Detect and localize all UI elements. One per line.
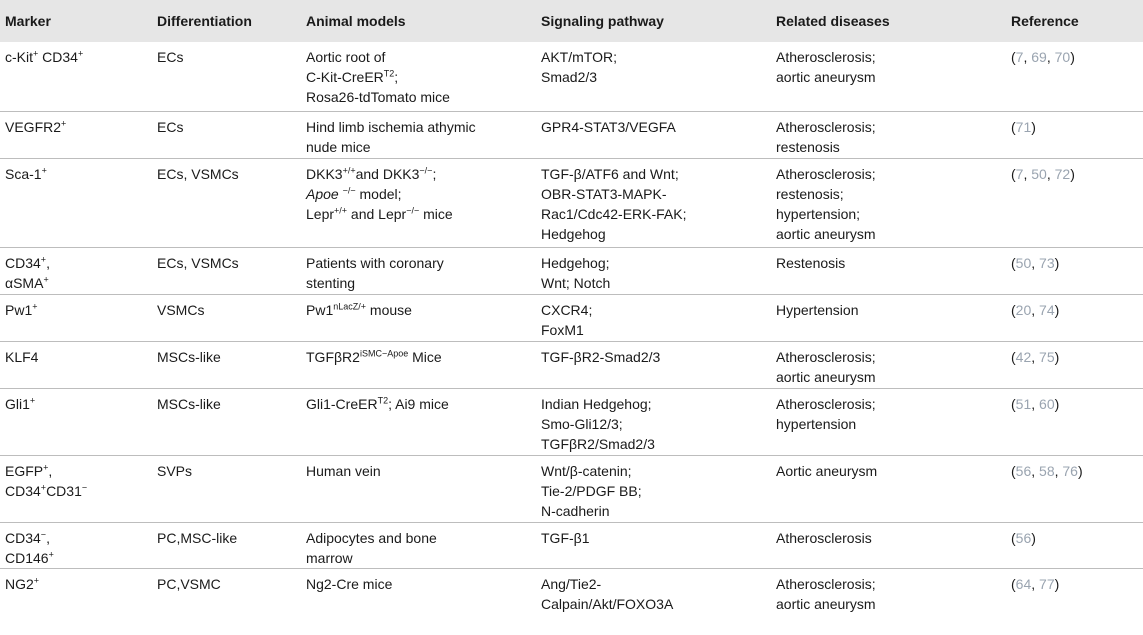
- cell-related-diseases-line: hypertension: [776, 415, 857, 432]
- reference-list: (42, 75): [1011, 348, 1060, 365]
- cell-differentiation-line: SVPs: [157, 462, 193, 479]
- cell-animal-models-line: marrow: [306, 549, 353, 566]
- cell-differentiation-line: PC,MSC-like: [157, 529, 238, 546]
- cell-related-diseases-line: Atherosclerosis;: [776, 348, 876, 365]
- cell-animal-models-line: Apoe −/− model;: [306, 184, 402, 202]
- cell-related-diseases: [771, 247, 1006, 294]
- cell-related-diseases: [771, 341, 1006, 388]
- cell-related-diseases-line: Atherosclerosis;: [776, 575, 876, 592]
- cell-differentiation-line: MSCs-like: [157, 348, 221, 365]
- cell-related-diseases-line: Atherosclerosis;: [776, 165, 876, 182]
- cell-marker-line: EGFP+,: [5, 461, 53, 479]
- cell-related-diseases-line: aortic aneurysm: [776, 225, 876, 242]
- cell-signaling-pathway: [536, 158, 771, 247]
- cell-reference: [1006, 42, 1143, 111]
- cell-reference: [1006, 455, 1143, 522]
- header-signaling-pathway: Signaling pathway: [541, 13, 664, 29]
- cell-differentiation: [152, 455, 301, 522]
- cell-animal-models: [301, 522, 536, 568]
- reference-link[interactable]: 20: [1015, 301, 1032, 318]
- cell-animal-models-line: Hind limb ischemia athymic: [306, 118, 476, 135]
- table-row: [0, 341, 1143, 388]
- cell-animal-models: [301, 455, 536, 522]
- cell-reference: [1006, 111, 1143, 158]
- reference-link[interactable]: 73: [1039, 254, 1055, 271]
- cell-animal-models: [301, 294, 536, 341]
- cell-signaling-pathway-line: Smad2/3: [541, 69, 598, 85]
- cell-marker: [0, 455, 152, 522]
- cell-related-diseases: [771, 111, 1006, 158]
- reference-link[interactable]: 7: [1015, 165, 1024, 182]
- cell-reference: [1006, 388, 1143, 455]
- reference-link[interactable]: 50: [1031, 165, 1047, 182]
- cell-reference: [1006, 568, 1143, 615]
- cell-related-diseases: [771, 294, 1006, 341]
- header-animal-models: Animal models: [306, 13, 406, 29]
- cell-signaling-pathway-line: TGFβR2/Smad2/3: [541, 435, 655, 452]
- cell-animal-models: [301, 568, 536, 615]
- cell-signaling-pathway-line: TGF-βR2-Smad2/3: [541, 348, 661, 365]
- cell-differentiation: [152, 341, 301, 388]
- cell-related-diseases-line: restenosis;: [776, 185, 844, 202]
- cell-differentiation: [152, 42, 301, 111]
- cell-marker-line: CD34+,: [5, 253, 50, 271]
- cell-related-diseases: [771, 388, 1006, 455]
- reference-link[interactable]: 74: [1039, 301, 1055, 318]
- cell-related-diseases: [771, 568, 1006, 615]
- cell-signaling-pathway-line: Rac1/Cdc42-ERK-FAK;: [541, 205, 687, 222]
- cell-marker-line: Pw1+: [5, 300, 38, 318]
- cell-marker-line: KLF4: [5, 348, 39, 365]
- cell-differentiation-line: VSMCs: [157, 301, 205, 318]
- cell-signaling-pathway: [536, 568, 771, 615]
- reference-link[interactable]: 75: [1039, 348, 1055, 365]
- reference-link[interactable]: 56: [1015, 462, 1032, 479]
- cell-signaling-pathway: [536, 388, 771, 455]
- cell-animal-models: [301, 247, 536, 294]
- cell-related-diseases-line: Atherosclerosis: [776, 529, 872, 546]
- header-reference: Reference: [1011, 13, 1079, 29]
- cell-differentiation: [152, 247, 301, 294]
- cell-related-diseases-line: Atherosclerosis;: [776, 118, 876, 135]
- cell-related-diseases-line: Atherosclerosis;: [776, 395, 876, 412]
- reference-list: (56): [1011, 529, 1036, 546]
- cell-related-diseases: [771, 42, 1006, 111]
- cell-animal-models: [301, 388, 536, 455]
- cell-signaling-pathway-line: Ang/Tie2-: [541, 575, 602, 592]
- cell-differentiation-line: ECs, VSMCs: [157, 165, 239, 182]
- cell-differentiation-line: MSCs-like: [157, 395, 221, 412]
- cell-differentiation: [152, 111, 301, 158]
- cell-marker-line: c-Kit+ CD34+: [5, 48, 84, 65]
- cell-animal-models-line: DKK3+/+and DKK3−/−;: [306, 164, 437, 182]
- cell-marker: [0, 388, 152, 455]
- cell-reference: [1006, 294, 1143, 341]
- cell-marker-line: CD34−,: [5, 528, 50, 546]
- cell-marker-line: Sca-1+: [5, 164, 47, 182]
- cell-marker-line: VEGFR2+: [5, 117, 67, 135]
- cell-signaling-pathway-line: Smo-Gli12/3;: [541, 415, 623, 432]
- reference-link[interactable]: 42: [1015, 348, 1032, 365]
- cell-animal-models-line: Human vein: [306, 462, 381, 479]
- cell-related-diseases-line: restenosis: [776, 138, 840, 155]
- reference-link[interactable]: 51: [1015, 395, 1032, 412]
- cell-marker-line: NG2+: [5, 574, 40, 592]
- cell-marker: [0, 522, 152, 568]
- cell-differentiation-line: ECs: [157, 118, 184, 135]
- cell-differentiation-line: PC,VSMC: [157, 575, 221, 592]
- cell-animal-models-line: C-Kit-CreER$^{T2}$;: [306, 68, 399, 85]
- cell-animal-models-line: stenting: [306, 274, 356, 291]
- cell-signaling-pathway-line: GPR4-STAT3/VEGFA: [541, 118, 676, 135]
- cell-animal-models-line: Aortic root of: [306, 49, 386, 65]
- reference-list: (20, 74): [1011, 301, 1060, 318]
- cell-related-diseases-line: Aortic aneurysm: [776, 462, 878, 479]
- reference-link[interactable]: 64: [1015, 575, 1032, 592]
- table-row: [0, 388, 1143, 455]
- cell-signaling-pathway-line: Indian Hedgehog;: [541, 395, 652, 412]
- table-row: [0, 455, 1143, 522]
- cell-animal-models-line: Adipocytes and bone: [306, 529, 437, 546]
- cell-signaling-pathway: [536, 341, 771, 388]
- cell-animal-models-line: Ng2-Cre mice: [306, 575, 393, 592]
- cell-related-diseases: [771, 522, 1006, 568]
- cell-marker: [0, 111, 152, 158]
- reference-link[interactable]: 58: [1039, 462, 1055, 479]
- reference-list: (56, 58, 76): [1011, 462, 1083, 479]
- cell-signaling-pathway-line: TGF-β1: [541, 529, 590, 546]
- reference-link[interactable]: 50: [1015, 254, 1032, 271]
- cell-signaling-pathway-line: Wnt; Notch: [541, 274, 611, 291]
- cell-animal-models: [301, 341, 536, 388]
- cell-reference: [1006, 341, 1143, 388]
- cell-differentiation-line: ECs: [157, 49, 184, 65]
- cell-animal-models-line: nude mice: [306, 138, 371, 155]
- cell-marker: [0, 568, 152, 615]
- cell-related-diseases-line: aortic aneurysm: [776, 595, 876, 612]
- cell-marker-line: CD34+CD31−: [5, 481, 88, 499]
- header-related-diseases: Related diseases: [776, 13, 890, 29]
- reference-list: (50, 73): [1011, 254, 1060, 271]
- cell-animal-models: [301, 158, 536, 247]
- table-header-row: [0, 0, 1143, 42]
- cell-animal-models-line: Rosa26-tdTomato mice: [306, 89, 450, 105]
- reference-list: (51, 60): [1011, 395, 1060, 412]
- reference-list: (7, 50, 72): [1011, 165, 1075, 182]
- header-marker: Marker: [5, 13, 51, 29]
- table-row: [0, 294, 1143, 341]
- cell-signaling-pathway-line: Calpain/Akt/FOXO3A: [541, 595, 674, 612]
- cell-animal-models: [301, 42, 536, 111]
- cell-reference: [1006, 522, 1143, 568]
- reference-list: (71): [1011, 118, 1036, 135]
- cell-signaling-pathway-line: AKT/mTOR;: [541, 49, 617, 65]
- cell-signaling-pathway-line: OBR-STAT3-MAPK-: [541, 185, 667, 202]
- cell-differentiation-line: ECs, VSMCs: [157, 254, 239, 271]
- cell-animal-models-line: $Pw1^{nLacZ/+}$ mouse: [306, 300, 412, 318]
- cell-marker: [0, 42, 152, 111]
- cell-differentiation: [152, 294, 301, 341]
- cell-related-diseases-line: aortic aneurysm: [776, 368, 876, 385]
- cell-signaling-pathway: [536, 247, 771, 294]
- reference-link[interactable]: 71: [1015, 118, 1032, 135]
- reference-link[interactable]: 7: [1015, 49, 1024, 65]
- cell-differentiation: [152, 568, 301, 615]
- cell-signaling-pathway-line: Hedgehog;: [541, 254, 610, 271]
- cell-marker: [0, 158, 152, 247]
- cell-differentiation: [152, 522, 301, 568]
- table-row: [0, 42, 1143, 111]
- header-differentiation: Differentiation: [157, 13, 252, 29]
- table-row: [0, 522, 1143, 568]
- table-row: [0, 111, 1143, 158]
- cell-signaling-pathway-line: Wnt/β-catenin;: [541, 462, 632, 479]
- cell-related-diseases: [771, 158, 1006, 247]
- cell-animal-models-line: Gli1-CreER$^{T2}$; Ai9 mice: [306, 394, 449, 412]
- cell-signaling-pathway-line: TGF-β/ATF6 and Wnt;: [541, 165, 679, 182]
- cell-related-diseases-line: Hypertension: [776, 301, 859, 318]
- cell-related-diseases: [771, 455, 1006, 522]
- cell-related-diseases-line: hypertension;: [776, 205, 861, 222]
- reference-link[interactable]: 70: [1054, 49, 1071, 65]
- cell-signaling-pathway-line: CXCR4;: [541, 301, 593, 318]
- reference-link[interactable]: 77: [1039, 575, 1055, 592]
- cell-signaling-pathway: [536, 455, 771, 522]
- cell-signaling-pathway-line: FoxM1: [541, 321, 584, 338]
- cell-marker: [0, 294, 152, 341]
- cell-signaling-pathway: [536, 294, 771, 341]
- table-row: [0, 158, 1143, 247]
- cell-animal-models-line: $TGF\beta R2^{iSMC-Apoe}$ Mice: [306, 347, 442, 365]
- cell-differentiation: [152, 388, 301, 455]
- table-row: [0, 568, 1143, 615]
- cell-related-diseases-line: Atherosclerosis;: [776, 49, 876, 65]
- cell-signaling-pathway: [536, 522, 771, 568]
- cell-signaling-pathway: [536, 111, 771, 158]
- reference-link[interactable]: 72: [1054, 165, 1071, 182]
- reference-link[interactable]: 69: [1031, 49, 1047, 65]
- cell-related-diseases-line: Restenosis: [776, 254, 846, 271]
- cell-marker: [0, 341, 152, 388]
- cell-related-diseases-line: aortic aneurysm: [776, 69, 876, 85]
- table-row: [0, 247, 1143, 294]
- cell-marker-line: CD146+: [5, 548, 54, 566]
- cell-signaling-pathway: [536, 42, 771, 111]
- table-body: [0, 42, 1143, 615]
- cell-signaling-pathway-line: Tie-2/PDGF BB;: [541, 482, 642, 499]
- cell-reference: [1006, 247, 1143, 294]
- reference-link[interactable]: 56: [1015, 529, 1032, 546]
- cell-animal-models-line: Lepr+/+ and Lepr−/− mice: [306, 204, 453, 222]
- cell-animal-models: [301, 111, 536, 158]
- reference-link[interactable]: 76: [1062, 462, 1078, 479]
- cell-signaling-pathway-line: Hedgehog: [541, 225, 606, 242]
- cell-reference: [1006, 158, 1143, 247]
- reference-link[interactable]: 60: [1039, 395, 1055, 412]
- cell-animal-models-line: Patients with coronary: [306, 254, 444, 271]
- cell-marker-line: Gli1+: [5, 394, 36, 412]
- reference-list: (64, 77): [1011, 575, 1060, 592]
- cell-differentiation: [152, 158, 301, 247]
- cell-marker-line: αSMA+: [5, 273, 49, 291]
- cell-marker: [0, 247, 152, 294]
- cell-signaling-pathway-line: N-cadherin: [541, 502, 610, 519]
- reference-list: (7, 69, 70): [1011, 49, 1075, 65]
